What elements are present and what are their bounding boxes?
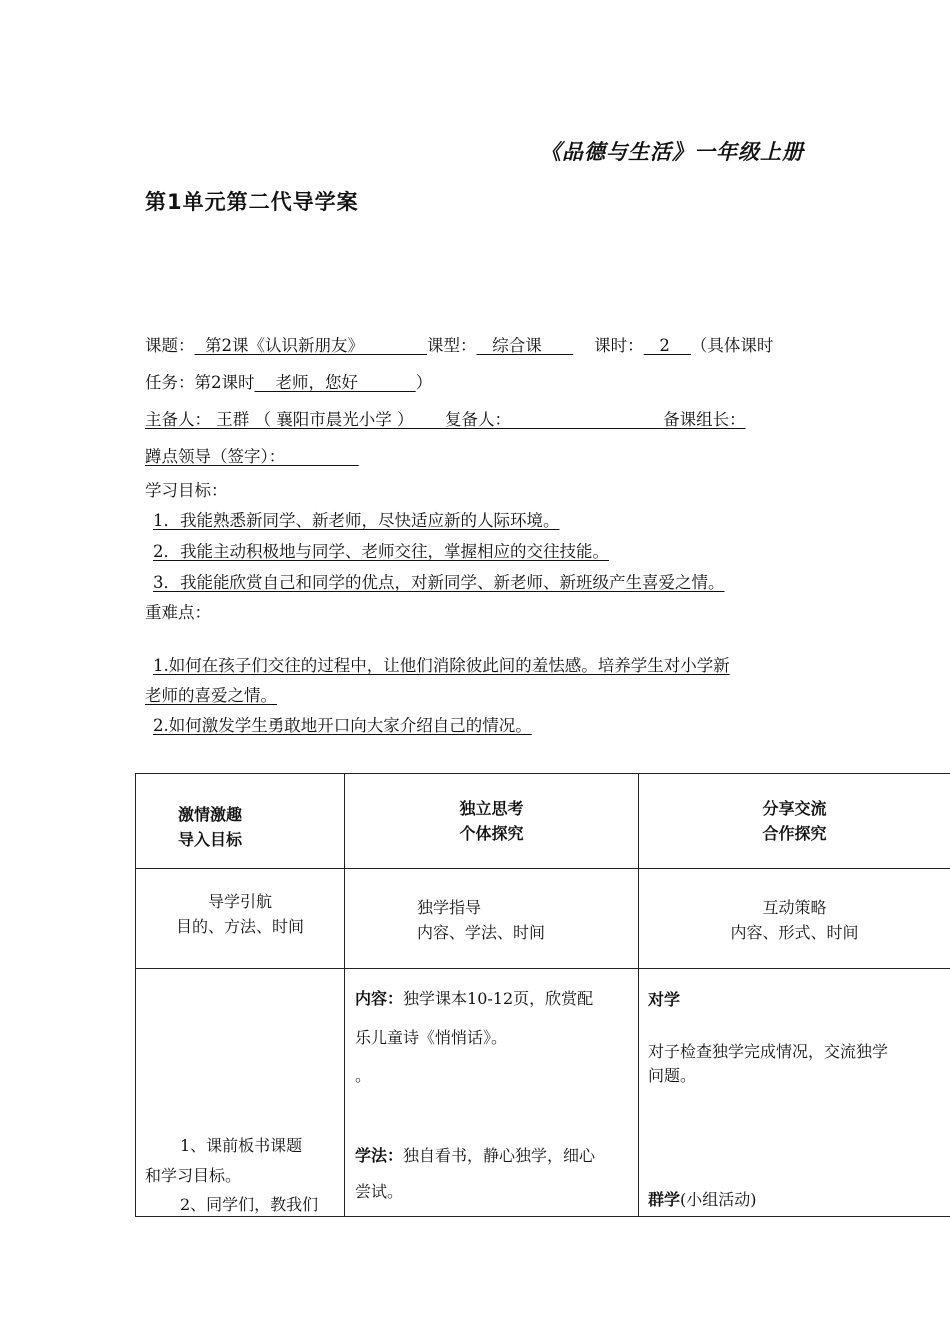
body-cell-selfstudy <box>345 969 639 1217</box>
difficulty-item: 1.如何在孩子们交往的过程中，让他们消除彼此间的羞怯感。培养学生对小学新 <box>153 656 730 675</box>
subheader-cell-interaction <box>639 869 950 969</box>
subheader-line: 互动策略 <box>762 898 827 917</box>
method-label: 学法： <box>355 1146 404 1165</box>
objective-item: 3．我能能欣赏自己和同学的优点，对新同学、新老师、新班级产生喜爱之情。 <box>153 573 725 592</box>
pair-label: 对学 <box>648 990 681 1009</box>
task-value: 老师，您好 <box>275 373 358 392</box>
table-header-row <box>136 774 950 869</box>
guide-line: 2、同学们，教我们 <box>180 1195 319 1214</box>
body-cell-interaction <box>639 969 950 1217</box>
unit-title: 第1单元第二代导学案 <box>145 190 359 214</box>
main-preparer: 主备人： 王群 （ 襄阳市晨光小学 ） <box>145 410 414 429</box>
header-line: 合作探究 <box>762 824 827 843</box>
co-preparer: 复备人： <box>444 410 511 429</box>
subheader-cell-guide <box>136 869 345 969</box>
table-body-row <box>136 969 950 1217</box>
type-label: 课型： <box>426 336 477 355</box>
task-line <box>145 369 432 393</box>
difficulties-heading: 重难点： <box>145 603 211 622</box>
hours-label: 课时： <box>594 336 644 355</box>
subheader-line: 目的、方法、时间 <box>175 917 304 936</box>
header-line: 导入目标 <box>177 830 242 849</box>
leader-sign-line <box>145 443 359 467</box>
subheader-line: 内容、学法、时间 <box>417 923 546 942</box>
header-cell-intro <box>136 774 345 869</box>
group-label: 群学 <box>648 1190 681 1209</box>
method-line: 尝试。 <box>355 1182 404 1201</box>
objective-item: 1．我能熟悉新同学、新老师，尽快适应新的人际环境。 <box>153 511 560 530</box>
lesson-table <box>135 773 950 1217</box>
preparer-line <box>145 406 746 430</box>
pair-line: 问题。 <box>648 1066 697 1085</box>
subheader-line: 独学指导 <box>417 898 482 917</box>
objective-item: 2．我能主动积极地与同学、老师交往，掌握相应的交往技能。 <box>153 542 609 561</box>
method-line: 学法：独自看书，静心独学，细心 <box>355 1146 596 1165</box>
hours-value: 2 <box>659 336 670 355</box>
subheader-cell-selfstudy <box>345 869 639 969</box>
difficulty-item: 2.如何激发学生勇敢地开口向大家介绍自己的情况。 <box>153 716 532 735</box>
hours-note: （具体课时 <box>690 336 774 355</box>
book-title: 《品德与生活》一年级上册 <box>540 140 804 164</box>
leader-sign: 蹲点领导（签字）： <box>145 447 286 466</box>
header-line: 激情激趣 <box>177 805 242 824</box>
content-line: 乐儿童诗《悄悄话》。 <box>355 1028 508 1047</box>
header-line: 独立思考 <box>459 799 524 818</box>
topic-value: 第2课《认识新朋友》 <box>205 336 364 355</box>
type-value: 综合课 <box>492 336 542 355</box>
table-subheader-row <box>136 869 950 969</box>
body-cell-guide <box>136 969 345 1217</box>
header-line: 分享交流 <box>762 799 827 818</box>
guide-line: 1、课前板书课题 <box>180 1136 303 1155</box>
pair-line: 对子检查独学完成情况，交流独学 <box>648 1042 889 1061</box>
task-close: ） <box>415 373 433 392</box>
task-label: 任务：第2课时 <box>145 373 255 392</box>
objectives-heading: 学习目标： <box>145 481 228 500</box>
topic-line <box>145 332 773 356</box>
content-line: 内容：独学课本10-12页，欣赏配 <box>355 989 594 1008</box>
content-label: 内容： <box>355 989 404 1008</box>
topic-label: 课题： <box>145 336 195 355</box>
subheader-line: 内容、形式、时间 <box>730 923 859 942</box>
content-line: 。 <box>355 1066 372 1085</box>
header-cell-share <box>639 774 950 869</box>
header-cell-independent <box>345 774 639 869</box>
guide-line: 和学习目标。 <box>145 1166 242 1185</box>
difficulty-item-cont: 老师的喜爱之情。 <box>145 686 277 705</box>
subheader-line: 导学引航 <box>207 892 272 911</box>
header-line: 个体探究 <box>459 824 524 843</box>
group-line: 群学(小组活动) <box>648 1190 757 1209</box>
group-leader: 备课组长： <box>663 410 746 429</box>
